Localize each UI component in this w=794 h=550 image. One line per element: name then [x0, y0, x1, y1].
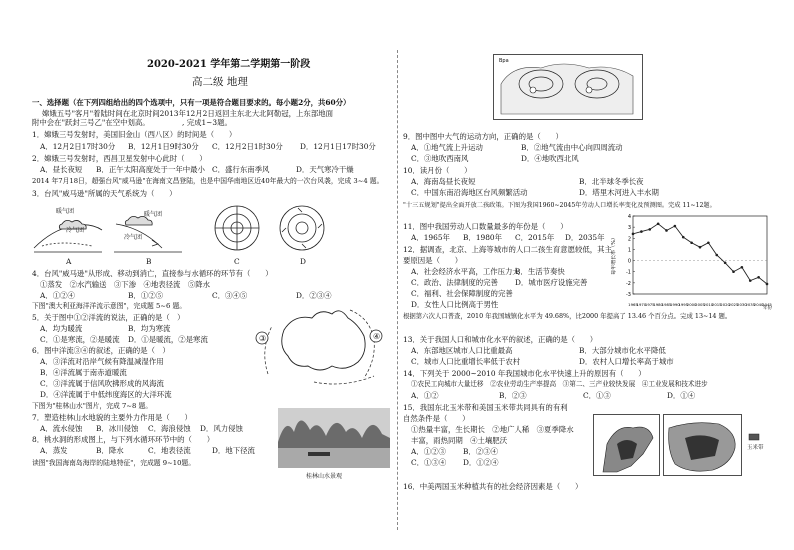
q2-option-a: A．昼长夜短 [40, 165, 83, 174]
q6-option-d: D．④洋流属于中低纬度海区的大洋环流 [40, 390, 172, 399]
q9-note: 读图"我国海南岛海岸的陆地特征"，完成题 9~10题。 [32, 459, 196, 467]
q4-stem: 4．台风"威马逊"从形成、移动到消亡，直接参与水循环的环节有（ ） [32, 269, 273, 278]
q7-note: 下图为"桂林山水"图片，完成 7~8 题。 [32, 402, 153, 410]
x-axis-label: 年份 [763, 306, 772, 310]
figure-label-b: B [146, 257, 152, 266]
q10-option-a: A．海南岛昼长夜短 [411, 177, 476, 186]
x-tick-label: 2045 [762, 302, 772, 307]
x-tick-label: 2035 [745, 302, 756, 307]
q2-option-b: B．正午太阳高度处于一年中最小 [96, 165, 205, 174]
australia-currents-map [254, 300, 386, 392]
q1-option-a: A．12月2日17时30分 [40, 142, 116, 151]
q12-option-b: B．生活节奏快 [515, 267, 565, 276]
pressure-map-label: Bpa [499, 58, 509, 64]
q4-option-a: A．①②④ [40, 291, 75, 300]
q15-option-d: D．①②④ [463, 458, 499, 467]
q14-option-a: A．①② [411, 391, 439, 400]
q13-option-b: B．大部分城市化水平降低 [579, 346, 666, 355]
q5-option-b: B．均为寒流 [128, 324, 171, 333]
q5-note: 下图"澳大利亚海洋洋流示意图"，完成题 5~6 题。 [32, 302, 187, 310]
q4-line-2: ①蒸发 ②水汽输送 ③下渗 ④地表径流 ⑤降水 [40, 280, 210, 289]
data-point [640, 230, 643, 233]
x-tick-label: 2025 [728, 302, 739, 307]
intro-line-2: 附中会在"跃封三号乙"在空中划高。 [32, 118, 150, 127]
q15-option-c: C．①③④ [411, 458, 447, 467]
q13-option-c: C．城市人口比重增长率低于农村 [411, 357, 521, 366]
column-divider [397, 50, 398, 530]
q9-stem: 9．图中图中大气的运动方向，正确的是（ ） [403, 132, 563, 141]
intro-line-1: 嫦娥五号"客月"着陆时间在北京时间2013年12月2日返回主东北大北阿勒冠，上东部地面 [42, 109, 333, 118]
q11-option-a: A．1965年 [411, 233, 450, 242]
x-tick-label: 2005 [695, 302, 705, 307]
q14-option-d: D．①④ [667, 391, 696, 400]
q15-line-3: ①热量丰富，生长期长 ②地广人稀 ③夏季降水 [411, 425, 574, 434]
q2-option-c: C．盛行东南季风 [212, 165, 270, 174]
q12-option-c: C．政治、法律制度的完善 [411, 278, 498, 287]
exam-title: 2020-2021 学年第二学期第一阶段 [147, 59, 311, 70]
q1-option-b: B．12月1日9时30分 [128, 142, 199, 151]
q12-option-a: A．社会经济水平高，工作压力大 [411, 267, 520, 276]
figure-a-warm-label: 暖气团 [56, 208, 75, 215]
q14-stem: 14．下列关于 2000~2010 年我国城市化水平快速上升的原因有（ ） [403, 369, 646, 378]
q15-stem: 15．我国东北玉米带和美国玉米带共同具有的有利 [403, 403, 568, 412]
q10-option-b: B．北半球冬季长夜 [579, 177, 644, 186]
x-tick-label: 2015 [711, 302, 722, 307]
x-tick-label: 2020 [720, 302, 730, 307]
q12-option-d: D．城市医疗设施完善 [515, 278, 588, 287]
map-label-current-4: ④ [373, 332, 381, 341]
q14-line-2: ①农民工向城市大量迁移 ②农业劳动生产率提高 ③第二、三产业较快发展 ④工业发展和技术进步 [411, 380, 708, 388]
q15-option-b: B．②③④ [463, 447, 498, 456]
q11-option-d: D．2035年 [565, 233, 605, 242]
q12-option-d2: D．女性人口比例高于男性 [411, 300, 499, 309]
y-tick-label: 0 [627, 258, 631, 265]
q15-line-2: 自然条件是（ ） [403, 414, 470, 423]
q13-note: 根据第六次人口普查，2010 年我国城镇化水平为 49.68%，比2000 年提高了 13.46 个百分点。完成 13~14 题。 [403, 312, 732, 320]
q11-stem: 11．图中我国劳动人口数量最多的年份是（ ） [403, 222, 568, 231]
q3-stem: 3．台风"威马逊"所属的天气系统为（ ） [32, 189, 177, 198]
q1-option-c: C．12月2日1时30分 [212, 142, 283, 151]
data-point [657, 223, 660, 226]
chart-plot-area [633, 216, 767, 294]
right-column [403, 0, 773, 550]
q10-option-d: D．塔里木河进入丰水期 [579, 188, 659, 197]
q7-option-b: B．冰川侵蚀 [96, 424, 139, 433]
q8-stem: 8．桃水洞的形成图上，与下列水循环环节中的（ ） [32, 435, 215, 444]
data-point [749, 279, 752, 282]
data-point [757, 276, 760, 279]
q10-option-c: C．中国东南沿海地区台风频繁活动 [411, 188, 528, 197]
labor-growth-chart [611, 210, 773, 310]
q1-option-d: D．12月1日17时30分 [300, 142, 376, 151]
q9-option-a: A．①地气流上升运动 [411, 143, 483, 152]
data-point [707, 241, 710, 244]
q8-option-d: D．地下径流 [212, 446, 255, 455]
q16-stem: 16．中美两国玉米种植共有的社会经济因素是（ ） [403, 482, 583, 491]
pressure-system-map [493, 54, 643, 120]
exam-subtitle: 高二级 地理 [192, 76, 248, 88]
x-tick-label: 2040 [753, 302, 764, 307]
x-tick-label: 1995 [678, 302, 689, 307]
q4-option-d: D．②③④ [296, 291, 332, 300]
figure-b-cold-label: 冷气团 [124, 234, 143, 241]
x-tick-label: 1980 [653, 302, 663, 307]
q11-option-c: C．2015年 [515, 233, 555, 242]
q11-note: "十三五规划"提出全面开放二孩政策。下图为我国1960~2045年劳动人口增长率变化及预测图。完成 11~12题。 [403, 202, 716, 209]
q13-option-a: A．东部地区城市人口比重最高 [411, 346, 513, 355]
figure-c-cyclone [215, 206, 259, 250]
data-point [766, 283, 769, 286]
q7-stem: 7．塑造桂林山水地貌的主要外力作用是（ ） [32, 413, 192, 422]
q12-line-2: 要原因是（ ） [403, 256, 463, 265]
data-point [682, 236, 685, 239]
x-tick-label: 1975 [644, 302, 655, 307]
data-point [715, 254, 718, 257]
q9-option-b: B．②地气流由中心向四周流动 [521, 143, 623, 152]
q8-option-b: B．降水 [96, 446, 124, 455]
data-point [699, 246, 702, 249]
figure-d-anticyclone [280, 206, 324, 250]
data-point [632, 233, 635, 236]
q6-stem: 6．图中洋流③④的叙述，正确的是（ ） [32, 346, 170, 355]
figure-label-d: D [300, 257, 306, 266]
q9-option-c: C．③地吹西南风 [411, 154, 469, 163]
figure-label-c: C [234, 257, 240, 266]
q3-note: 2014 年7月18日，超强台风"威马逊"在海南文昌登陆，也是中国华南地区近40年最大的一次台风袭，完成 3~4 题。 [32, 177, 384, 185]
x-tick-label: 2000 [686, 302, 697, 307]
q8-option-a: A．蒸发 [40, 446, 68, 455]
data-point [741, 266, 744, 269]
figure-label-a: A [66, 257, 72, 266]
left-column [32, 0, 392, 550]
q15-line-4: 丰富，雨热同期 ④土壤肥沃 [411, 436, 508, 445]
guilin-landscape-photo [278, 408, 390, 468]
q5-option-d: D．①是暖流，②是寒流 [128, 335, 208, 344]
x-tick-label: 1985 [661, 302, 672, 307]
q5-option-c: C．①是寒流，②是暖流 [40, 335, 120, 344]
y-tick-label: -1 [626, 269, 631, 276]
data-point [665, 229, 668, 232]
q4-option-c: C．③④⑤ [212, 291, 248, 300]
y-tick-label: 3 [627, 225, 631, 232]
x-tick-label: 2030 [737, 302, 747, 307]
data-point [690, 241, 693, 244]
q14-option-c: C．①③ [583, 391, 611, 400]
x-tick-label: 1990 [670, 302, 680, 307]
q10-stem: 10．读月份（ ） [403, 166, 472, 175]
y-tick-label: 4 [627, 214, 631, 220]
x-tick-label: 2010 [703, 302, 714, 307]
data-point [674, 225, 677, 228]
data-point [648, 228, 651, 231]
y-tick-label: -2 [626, 280, 631, 287]
corn-belt-legend: 玉米带 [747, 445, 764, 451]
q13-option-d: D．农村人口增长率高于城市 [579, 357, 674, 366]
section-heading: 一、选择题（在下列四组给出的四个选项中，只有一项是符合题目要求的。每小题2分，共60分） [32, 98, 351, 107]
figure-b-warm-label: 暖气团 [144, 211, 163, 218]
q6-option-c: C．③洋流属于信风吹拂形成的风海流 [40, 379, 164, 388]
q13-stem: 13．关于我国人口和城市化水平的叙述，正确的是（ ） [403, 335, 598, 344]
q2-option-d: D．天气寒冷干燥 [296, 165, 354, 174]
q5-option-a: A．均为暖流 [40, 324, 83, 333]
y-tick-label: -3 [626, 292, 631, 298]
intro-line-3: , 完成1~3题。 [182, 118, 232, 127]
y-axis-label: 每年增长率（%） [611, 235, 617, 275]
photo-caption: 桂林山水景观 [306, 473, 343, 480]
figure-a-cold-label: 冷气团 [66, 227, 85, 234]
y-tick-label: 2 [627, 236, 631, 243]
q4-option-b: B．①②⑤ [128, 291, 163, 300]
x-tick-label: 1970 [636, 302, 647, 307]
q7-option-c: C．海浪侵蚀 [148, 424, 191, 433]
q11-option-b: B．1980年 [463, 233, 503, 242]
q12-option-c2: C．福利、社会保障制度的完善 [411, 289, 513, 298]
q1-stem: 1．嫦娥三号发射时，美国旧金山（西八区）的时间是（ ） [32, 130, 237, 139]
map-label-current-3: ③ [259, 334, 267, 343]
q6-option-a: A．③洋流对沿岸气候有降温减湿作用 [40, 357, 164, 366]
corn-belt-maps [593, 414, 769, 476]
q7-option-a: A．流水侵蚀 [40, 424, 83, 433]
q9-option-d: D．④地吹西北风 [521, 154, 579, 163]
q2-stem: 2．嫦娥三号发射时，西昌卫星发射中心此时（ ） [32, 154, 207, 163]
q15-option-a: A．①②③ [411, 447, 446, 456]
data-point [732, 270, 735, 273]
q12-stem: 12．据调查，北京、上海等城市的人口二孩生育意愿较低，其主 [403, 245, 612, 254]
y-tick-label: 1 [627, 247, 631, 254]
data-point [724, 262, 727, 265]
q5-stem: 5．关于图中①②洋流的说法，正确的是（ ） [32, 313, 185, 322]
q7-option-d: D．风力侵蚀 [200, 424, 243, 433]
x-tick-label: 1965 [628, 302, 638, 307]
q8-option-c: C．地表径流 [148, 446, 191, 455]
q14-option-b: B．②③ [499, 391, 527, 400]
q6-option-b: B．④洋流属于南赤道暖流 [40, 368, 127, 377]
